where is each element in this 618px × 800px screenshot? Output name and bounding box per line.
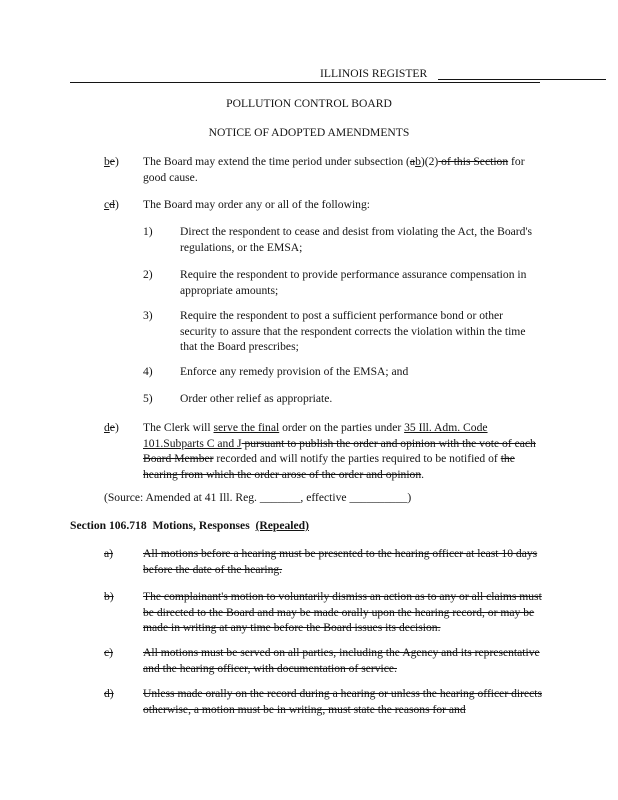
repealed-item-label: c)	[104, 646, 114, 659]
repealed-item-text: All motions before a hearing must be presented to the hearing officer at least 10 days before the date of the hearing.	[143, 547, 538, 576]
para-d-text: The Clerk will serve the final order on the parties under 35 Ill. Adm. Code 101.Subparts C and J pursuant to publish the order and opinion with the vote of each Board Member recorded and will notify the parties required to be notified of the hearing from which the order arose of the order and opinion.	[143, 421, 536, 481]
issue-blank-line	[438, 79, 606, 80]
list-item-text: Require the respondent to provide performance assurance compensation in appropriate amounts;	[180, 268, 527, 297]
repealed-item-text: The complainant's motion to voluntarily dismiss an action as to any or all claims must be directed to the Board and may be made orally upon the hearing record, or may be made in writing at any time before the Board issues its decision.	[143, 590, 542, 634]
list-item-text: Require the respondent to post a sufficient performance bond or other security to assure that the respondent corrects the violation within the time that the Board prescribes;	[180, 309, 526, 353]
section-heading: Section 106.718 Motions, Responses (Repealed)	[70, 519, 309, 532]
repealed-item-label: b)	[104, 590, 114, 603]
repealed-tag: (Repealed)	[255, 519, 309, 532]
repealed-item-label: d)	[104, 687, 114, 700]
repealed-item-text: Unless made orally on the record during a hearing or unless the hearing officer directs otherwise, a motion must be in writing, must state the reasons for and	[143, 687, 542, 716]
agency-name: POLLUTION CONTROL BOARD	[226, 97, 392, 110]
repealed-item-text: All motions must be served on all parties, including the Agency and its representative and the hearing officer, with documentation of service.	[143, 646, 540, 675]
list-item-number: 4)	[143, 365, 153, 378]
list-item-number: 3)	[143, 309, 153, 322]
notice-title: NOTICE OF ADOPTED AMENDMENTS	[208, 126, 410, 139]
para-c-label: cd)	[104, 198, 119, 211]
list-item-text: Order other relief as appropriate.	[180, 392, 333, 405]
list-item-text: Enforce any remedy provision of the EMSA; and	[180, 365, 409, 378]
source-note: (Source: Amended at 41 Ill. Reg. _______, effective __________)	[104, 491, 412, 504]
para-b-text: The Board may extend the time period under subsection (ab)(2) of this Section for good cause.	[143, 155, 525, 184]
para-c-text: The Board may order any or all of the following:	[143, 198, 370, 211]
list-item-number: 1)	[143, 225, 153, 238]
para-b-label: be)	[104, 155, 119, 168]
list-item-text: Direct the respondent to cease and desist from violating the Act, the Board's regulations, or the EMSA;	[180, 225, 533, 254]
register-header	[70, 66, 540, 82]
repealed-item-label: a)	[104, 547, 114, 560]
list-item-number: 2)	[143, 268, 153, 281]
list-item-number: 5)	[143, 392, 153, 405]
header-rule	[70, 82, 540, 83]
para-d-label: de)	[104, 421, 119, 434]
register-title: ILLINOIS REGISTER	[320, 67, 428, 80]
